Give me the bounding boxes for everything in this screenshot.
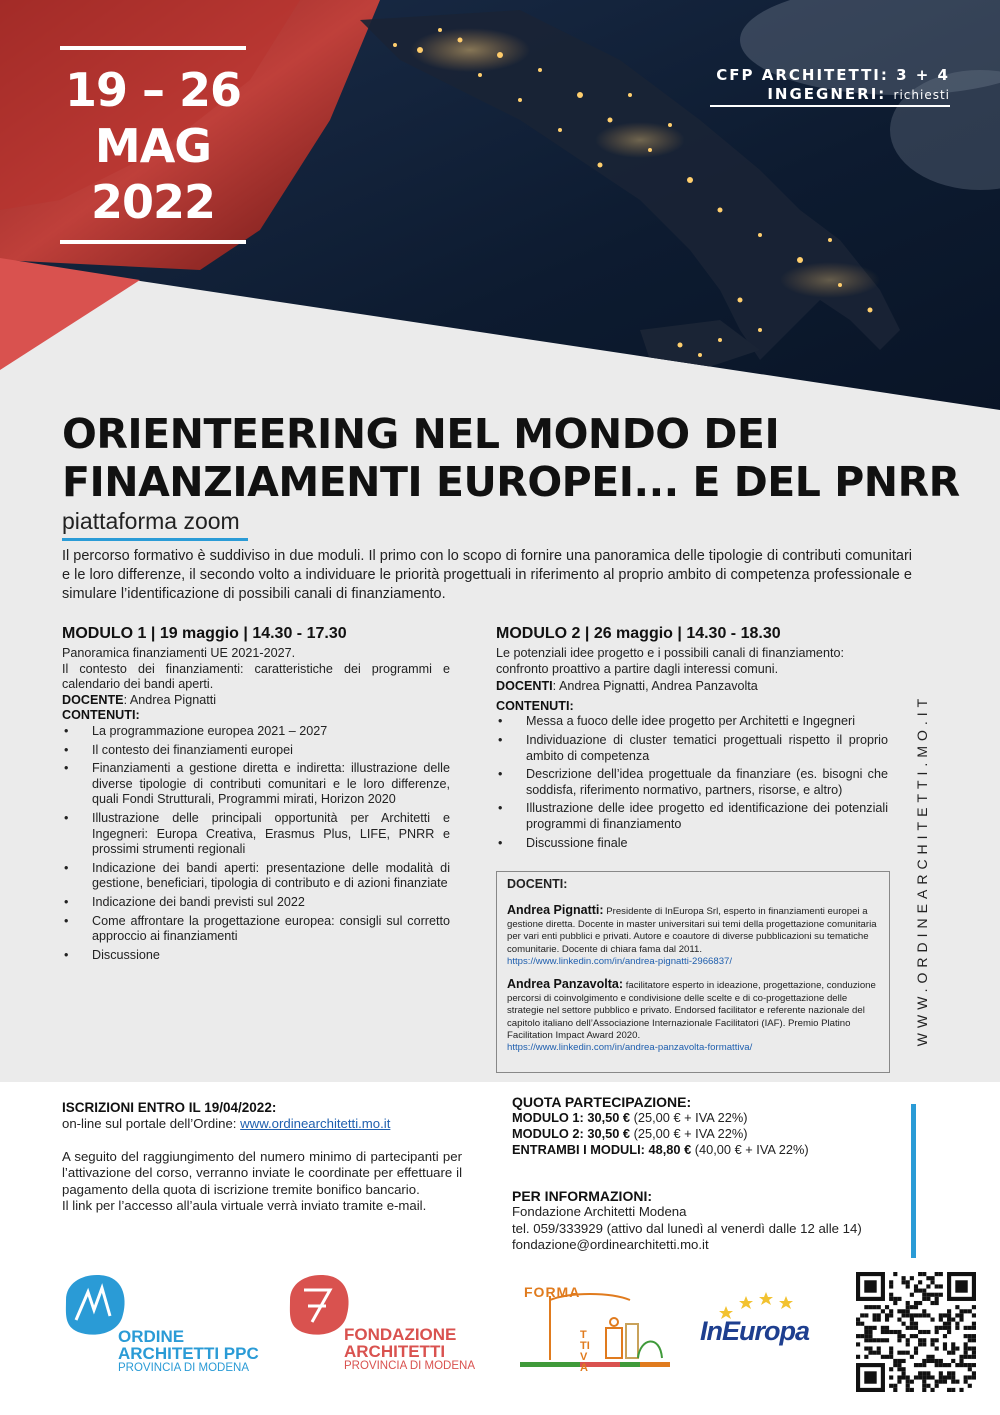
list-item: • Illustrazione delle principali opportunità per Architetti e Ingegneri: Europa Creativa, Erasmus Plus, LIFE, PNRR e prossimi strumenti regionali <box>62 811 450 858</box>
date-year: 2022 <box>90 175 216 229</box>
modulo-1-desc2: Il contesto dei finanziamenti: caratteristiche dei programmi e calendario dei bandi aperti. <box>62 661 450 692</box>
docente-name: Andrea Pignatti: <box>507 903 604 918</box>
iscrizioni-heading: ISCRIZIONI ENTRO IL 19/04/2022: <box>62 1100 277 1115</box>
fondazione-line2: ARCHITETTI <box>344 1342 446 1361</box>
modulo-1-list <box>62 724 450 963</box>
date-month: MAG <box>94 119 212 173</box>
modulo-2-heading: MODULO 2 | 26 maggio | 14.30 - 18.30 <box>496 625 781 642</box>
quota-row: ENTRAMBI I MODULI: 48,80 € (40,00 € + IVA 22%) <box>512 1142 809 1157</box>
docenti-box <box>496 871 890 1073</box>
modulo-1-desc1: Panoramica finanziamenti UE 2021-2027. <box>62 646 296 660</box>
page-title: ORIENTEERING NEL MONDO DEI FINANZIAMENTI EUROPEI... E DEL PNRR <box>62 410 960 506</box>
cfp-rule <box>710 105 950 107</box>
list-item: • Discussione <box>62 948 450 964</box>
list-item: • Come affrontare la progettazione europea: consigli sul corretto approccio ai finanziamenti <box>62 914 450 945</box>
modulo-2 <box>496 624 888 854</box>
formattiva-top-text: FORMA <box>524 1284 581 1300</box>
cfp-ingegneri-label: INGEGNERI: <box>767 85 887 103</box>
quota-row: MODULO 1: 30,50 € (25,00 € + IVA 22%) <box>512 1110 748 1125</box>
platform-subtitle: piattaforma zoom <box>62 508 240 534</box>
cfp-ingegneri-value: richiesti <box>893 88 950 102</box>
date-bottom-rule <box>60 240 246 244</box>
list-item: • Il contesto dei finanziamenti europei <box>62 743 450 759</box>
list-item: • Descrizione dell’idea progettuale da finanziare (es. bisogni che soddisfa, riferimento normativo, partners, risorse, e altro) <box>496 767 888 798</box>
quota-heading: QUOTA PARTECIPAZIONE: <box>512 1094 692 1110</box>
docente-name: : Andrea Pignatti <box>123 692 216 707</box>
list-item: • Indicazione dei bandi aperti: presentazione delle modalità di gestione, beneficiari, tipologia di contributo e di azioni finanziate <box>62 861 450 892</box>
hero-banner <box>0 0 1000 430</box>
ordine-line3: PROVINCIA DI MODENA <box>118 1362 249 1374</box>
formattiva-logo <box>520 1282 670 1374</box>
iscrizioni-payment-note: A seguito del raggiungimento del numero minimo di partecipanti per l’attivazione del corso, verranno inviate le coordinate per effettuare il pagamento della quota di iscrizione tremite bonifico bancario. <box>62 1148 462 1197</box>
subtitle-rule <box>62 538 248 541</box>
qr-code-icon[interactable] <box>856 1272 976 1392</box>
docente-bio: facilitatore esperto in ideazione, progettazione, conduzione percorsi di coinvolgimento e condivisione delle scelte e di co-progettazione delle strategie nel settore pubblico e privato. Endorsed facilitator e referente nazionale del capitolo italiano dell’Associazione Internazionale Facilitatori (IAF). Premio Platino Facilitation Impact Award 2020. <box>507 980 876 1042</box>
modulo-2-list <box>496 714 888 851</box>
quota-section <box>512 1094 892 1158</box>
contenuti-label: CONTENUTI: <box>62 708 140 723</box>
fondazione-line1: FONDAZIONE <box>344 1325 457 1344</box>
quota-row: MODULO 2: 30,50 € (25,00 € + IVA 22%) <box>512 1126 748 1141</box>
intro-paragraph: Il percorso formativo è suddiviso in due moduli. Il primo con lo scopo di fornire una panoramica delle tipologie di contributi comunitari e le loro differenze, il secondo volto a individuare le priorità progettuali in riferimento al proprio ambito di competenza professionale e simulare l’identificazione di possibili canali di finanziamento. <box>62 548 912 602</box>
docente-name: Andrea Panzavolta: <box>507 977 624 992</box>
docente-pignatti <box>507 904 879 968</box>
list-item: • Messa a fuoco delle idee progetto per Architetti e Ingegneri <box>496 714 888 730</box>
list-item: • Individuazione di cluster tematici progettuali rispetto il proprio ambito di competenza <box>496 733 888 764</box>
vertical-website: WWW.ORDINEARCHITETTI.MO.IT <box>914 693 930 1047</box>
cfp-credits <box>716 66 950 105</box>
docenti-label: DOCENTI <box>496 679 553 694</box>
modulo-1-heading: MODULO 1 | 19 maggio | 14.30 - 17.30 <box>62 625 347 642</box>
docente-label: DOCENTE <box>62 692 124 707</box>
docenti-box-title: DOCENTI: <box>507 877 568 891</box>
ineuropa-logo <box>700 1290 830 1360</box>
list-item: • Finanziamenti a gestione diretta e indiretta: illustrazione delle diverse tipologie di contributi comunitari e le loro differenze, quali Fondi Strutturali, Programmi mirati, Horizon 2020 <box>62 761 450 808</box>
informazioni-section <box>512 1188 912 1254</box>
date-range: 19 – 26 <box>64 63 242 117</box>
list-item: • La programmazione europea 2021 – 2027 <box>62 724 450 740</box>
iscrizioni-line: on-line sul portale dell’Ordine: <box>62 1116 241 1132</box>
linkedin-link[interactable]: https://www.linkedin.com/in/andrea-pignatti-2966837/ <box>507 956 733 968</box>
cfp-architetti: CFP ARCHITETTI: 3 + 4 <box>716 66 950 84</box>
info-email[interactable]: fondazione@ordinearchitetti.mo.it <box>512 1237 709 1253</box>
accent-bar <box>911 1104 916 1258</box>
ineuropa-text: InEuropa <box>700 1316 810 1346</box>
fondazione-line3: PROVINCIA DI MODENA <box>344 1360 475 1372</box>
fondazione-mark-icon <box>282 1270 352 1340</box>
informazioni-heading: PER INFORMAZIONI: <box>512 1188 652 1204</box>
docenti-names: : Andrea Pignatti, Andrea Panzavolta <box>552 679 758 694</box>
fondazione-architetti-logo <box>282 1270 502 1380</box>
list-item: • Illustrazione delle idee progetto ed identificazione dei potenziali programmi di finanziamento <box>496 801 888 832</box>
modulo-1 <box>62 624 450 966</box>
info-phone: tel. 059/333929 (attivo dal lunedì al venerdì dalle 12 alle 14) <box>512 1220 862 1236</box>
iscrizioni-section <box>62 1100 462 1214</box>
list-item: • Indicazione dei bandi previsti sul 2022 <box>62 895 450 911</box>
docente-bio: Presidente di InEuropa Srl, esperto in finanziamenti europei a gestione diretta. Docente in master universitari sui temi della progettazione comunitaria per vari enti pubblici e privati. Autore e coautore di diverse pubblicazioni su tematiche comunitarie. Docente di chiara fama dal 2011. <box>507 906 877 955</box>
ordine-line2: ARCHITETTI PPC <box>118 1344 259 1363</box>
portal-link[interactable]: www.ordinearchitetti.mo.it <box>240 1116 391 1132</box>
iscrizioni-link-note: Il link per l’accesso all’aula virtuale verrà inviato tramite e-mail. <box>62 1198 427 1214</box>
ordine-architetti-logo <box>58 1270 298 1380</box>
ordine-line1: ORDINE <box>118 1327 185 1346</box>
contenuti-label: CONTENUTI: <box>496 698 574 713</box>
docente-panzavolta <box>507 978 879 1054</box>
info-org: Fondazione Architetti Modena <box>512 1204 687 1220</box>
modulo-2-desc: Le potenziali idee progetto e i possibili canali di finanziamento: confronto proattivo a partire dagli interessi comuni. <box>496 646 844 676</box>
event-dates <box>60 46 246 244</box>
formattiva-side-text: TTIVA <box>580 1329 590 1374</box>
list-item: • Discussione finale <box>496 836 888 852</box>
linkedin-link[interactable]: https://www.linkedin.com/in/andrea-panzavolta-formattiva/ <box>507 1042 753 1054</box>
